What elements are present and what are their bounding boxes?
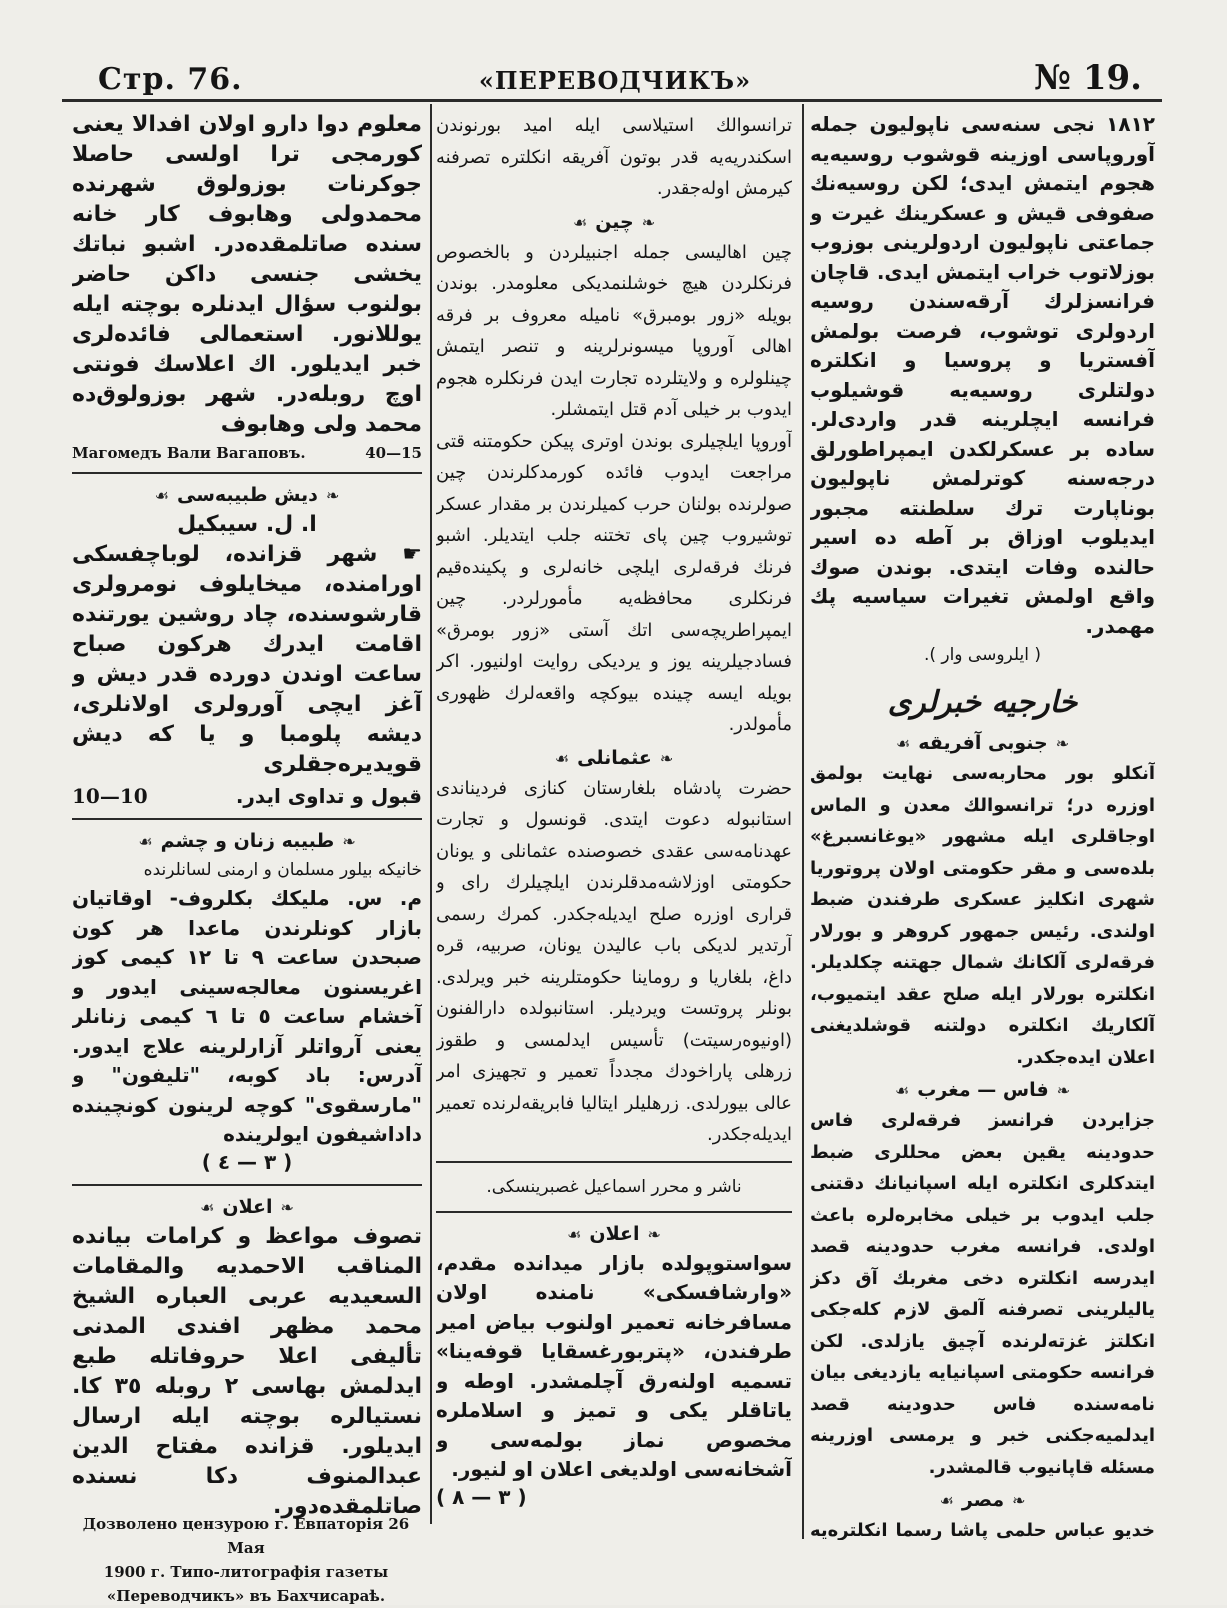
page-header — [70, 58, 1160, 98]
foreign-news-title: خارجيه خبرلرى — [887, 685, 1078, 720]
ornament-icon: ☙ — [567, 1224, 582, 1244]
advertisement-afadla: معلوم دوا دارو اولان افدالا يعنى كورمجى ترا اولسى حاصلا جوكرنات بوزولوق شهرنده محمدولى وهابوف كار خانه سنده صاتلمقده‌در. اشبو نباتك يخشى جنسى داكن حاضر بولنوب سؤال ايدنلره بوچته ايله يوللانور. استعمالى فائده‌لرى خبر ايديلور. اك اعلاسك فونتى اوچ روبله‌در. شهر بوزولوق‌ده محمد ولى وهابوف — [72, 112, 422, 437]
physician-advertisement: م. س. مليكك بكلروف- اوقاتيان بازار كونلرندن ماعدا هر كون صبحدن ساعت ٩ تا ١٢ كيمى كوز اغريسنون معالجه‌سينى ايدور و آخشام ساعت ٥ تا ٦ كيمى زنانلر يعنى آرواتلر آزارلرينه علاج ايدور. آدرس: باد كوبه، "تليفون" و "مارسقوى" كوچه لرينون كونچينده داداشيفون ايولرينده — [72, 886, 422, 1146]
ornament-icon: ❧ — [342, 832, 356, 851]
hotel-announcement-number: ( ٣ — ٨ ) — [436, 1484, 527, 1509]
ornament-icon: ❧ — [1012, 1491, 1026, 1510]
ornament-icon: ☙ — [154, 486, 169, 505]
continued-note: ( ايلروسى وار ). — [923, 645, 1042, 665]
column-divider-right — [802, 104, 804, 1539]
column-right — [810, 110, 1155, 1540]
censorship-imprint — [70, 1512, 422, 1608]
imprint-line-1: Дозволено цензурою г. Евпаторія 26 Мая — [82, 1515, 410, 1557]
divider — [72, 1184, 422, 1186]
dentist-advertisement: ☛ شهر قزانده، لوباچفسكى اورامنده، ميخايلوف نومرولرى قارشوسنده، چاد روشين يورتنده اقامت ايدرك هركون صباح ساعت اوندن دورده قدر ديش و آغز ايچى آورولرى اولانلرى، ديشه پلومبا و يا كه ديش قويديره‌جقلرى — [72, 542, 422, 777]
ornament-icon: ❧ — [280, 1197, 294, 1217]
morocco-heading: ❧فاس — مغرب☙ — [894, 1079, 1071, 1101]
book-announcement: تصوف مواعظ و كرامات بيانده المناقب الاحمديه والمقامات السعيديه عربى العباره الشيخ محمد مظهر افندى المدنى تأليفى اعلا حروفاتله طبع ايدلمش بهاسى ٢ روبله ٣٥ كا. نستيالره بوچته ايله ارسال ايديلور. قزانده مفتاح الدين عبدالمنوف دكا نسنده صاتلمقده‌دور. — [72, 1223, 422, 1519]
egypt-paragraph: خديو عباس حلمى پاشا رسما انكلتره‌يه — [810, 1520, 1155, 1540]
divider — [72, 818, 422, 820]
south-africa-paragraph: آنكلو بور محاربه‌سى نهايت بولمق اوزره در؛ ترانسوالك معدن و الماس اوجاقلرى ايله مشهور «يوغانسبرغ» بلده‌سى و مقر حكومتى اولان پروتوريا شهرى انكليز عسكرى طرفندن ضبط اولندى. رئيس جمهور كروهر و بورلار فرقه‌لرى آلكانك شمال جهتنه چكلديلر. انكلتره بورلار ايله صلح عقد ايتميوب، آلكاريك انكلتره دولتنه قوشلديغنى اعلان ايده‌جكدر. — [810, 763, 1155, 1068]
dentist-number: 10—10 — [72, 784, 148, 808]
ottoman-paragraph: حضرت پادشاه بلغارستان كنازى فرديناندى استانبوله دعوت ايتدى. قونسول و تجارت عهدنامه‌سى عقدى خصوصنده عثمانلى و يونان حكومتى اوزلاشه‌مدقلرندن ايلچيلرك راى و قرارى اوزره صلح ايديله‌جكدر. كمرك رسمى آرتدير لديكى باب عاليدن يونان، صربيه، قره داغ، بلغاريا و روماينا حكومتلرينه خبر ويرلدى. بونلر پروتست ويرديلر. استانبولده دارالفنون (اونيوه‌رسيتت) تأسيس ايدلمسى و طقوز زرهلى پاراخودك مجدداً تعمير و تجهيزى امر عالى بيورلدى. زرهليلر ايتاليا فابريقه‌لرنده تعمير ايديله‌جكدر. — [436, 777, 792, 1145]
physician-subtitle: خانيكه بيلور مسلمان و ارمنى لسانلرنده — [143, 860, 422, 880]
dentist-name: ا. ل. سيبكيل — [177, 512, 317, 537]
column-left — [72, 110, 422, 1520]
physician-number: ( ٣ — ٤ ) — [201, 1149, 293, 1174]
page-number: Стр. 76. — [98, 62, 243, 97]
dentist-heading: ❧ديش طبيبه‌سى☙ — [154, 484, 340, 506]
publisher-line: ناشر و محرر اسماعيل غصبرينسكى. — [486, 1176, 742, 1197]
announcement-heading: ❧اعلان☙ — [200, 1195, 294, 1218]
china-paragraph-1: چين اهاليسى جمله اجنبيلردن و بالخصوص فرنكلردن هيچ خوشلنمديكى معلومدر. بوندن بويله «زور بومبرق» ناميله معروف بر فرقه اهالى آوروپا ميسونرلرينه و تنصر ايتمش چينلولره و ولايتلرده تجارت ايدن فرنكلره هجوم ايدوب بر خيلى آدم قتل ايتمشلر. — [436, 241, 792, 420]
dentist-footer — [72, 784, 422, 808]
newspaper-title: «ПЕРЕВОДЧИКЪ» — [478, 66, 752, 95]
ornament-icon: ☙ — [939, 1491, 954, 1510]
ottoman-heading: ❧عثمانلى☙ — [554, 746, 674, 769]
header-rule — [62, 99, 1162, 102]
dentist-last-line: قبول و تداوى ايدر. — [235, 784, 422, 808]
imprint-line-2: 1900 г. Типо-литографія газеты — [103, 1563, 389, 1581]
transvaal-paragraph: ترانسوالك استيلاسى ايله اميد بورنوندن اسكندريه‌يه قدر بوتون آفريقه انكلتره تصرفنه كيرمش اوله‌جقدر. — [436, 115, 792, 199]
divider — [436, 1211, 792, 1213]
ornament-icon: ❧ — [659, 748, 674, 768]
ornament-icon: ☙ — [895, 734, 911, 753]
hotel-announcement: سواستوپولده بازار ميدانده مقدم، «وارشافسكى» نامنده اولان مسافرخانه تعمير اولنوب بياض امير طرفندن، «پتربورغسقايا قوفه‌ينا» تسميه اولنه‌رق آچلمشدر. اوطه و ياتاقلر يكى و تميز و اسلاملره مخصوص نماز بولمه‌سى و آشخانه‌سى اولديغى اعلان او لنيور. — [436, 1250, 792, 1481]
column-middle — [436, 110, 792, 1535]
china-heading: ❧چين☙ — [572, 210, 656, 233]
ornament-icon: ☙ — [894, 1081, 910, 1100]
ornament-icon: ☙ — [200, 1197, 215, 1217]
ornament-icon: ☙ — [138, 832, 153, 851]
ornament-icon: ☙ — [572, 212, 588, 232]
announcement-heading: ❧اعلان☙ — [567, 1222, 661, 1245]
ornament-icon: ❧ — [647, 1224, 661, 1244]
ornament-icon: ❧ — [325, 486, 340, 505]
ornament-icon: ❧ — [641, 212, 656, 232]
divider — [436, 1161, 792, 1163]
ornament-icon: ❧ — [1055, 734, 1070, 753]
napoleon-paragraph: ١٨١٢ نجى سنه‌سى ناپوليون جمله آوروپاسى اوزينه قوشوب روسيه‌يه هجوم ايتمش ايدى؛ لكن روسيه‌نك صفوفى قيش و عسكرينك غيرت و جماعتى ناپوليون اردولرينى بوزوب بوزلاتوب خراب ايتمش ايدى. قاچان فرانسزلرك آرقه‌سندن روسيه اردولرى توشوب، فرصت بولمش آفستريا و پروسيا و انكلتره دولتلرى روسيه‌يه قوشيلوب فرانسه ايچلرينه قدر واردى‌لر. ساده بر عسكرلكدن ايمپراطورلق درجه‌سنه كوترلمش ناپوليون بوناپارت ترك سلطنته مجبور ايديلوب اوزاق بر آطه ده اسير حالنده وفات ايتدى. بوندن صوك واقع اولمش تغيرات سياسيه پك مهمدر. — [810, 112, 1155, 638]
south-africa-heading: ❧جنوبى آفريقه☙ — [895, 732, 1070, 754]
egypt-heading: ❧مصر☙ — [939, 1489, 1026, 1511]
column-divider-left — [430, 104, 432, 1524]
ornament-icon: ☙ — [554, 748, 570, 768]
imprint-line-3: «Переводчикъ» въ Бахчисараѣ. — [106, 1587, 386, 1605]
advertisement-signature — [72, 444, 422, 462]
signature-name: Магомедъ Вали Вагаповъ. — [72, 444, 306, 462]
signature-number: 40—15 — [365, 444, 422, 462]
issue-number: № 19. — [1034, 58, 1142, 98]
physician-heading: ❧طبيبه زنان و چشم☙ — [138, 830, 356, 852]
divider — [72, 472, 422, 474]
ornament-icon: ❧ — [1056, 1081, 1071, 1100]
pointing-hand-icon: ☛ — [377, 542, 422, 567]
morocco-paragraph: جزايردن فرانسز فرقه‌لرى فاس حدودينه يقين بعض محللرى ضبط ايتدكلرى انكلتره ايله اسپانيانك دقتنى جلب ايدوب بر خيلى مخابره‌لره باعث اولدى. فرانسه مغرب حدودينه قصد ايدرسه انكلتره دخى مغربك آق دكز ياليلرينى تصرفنه آلمق لازم كله‌جكى انكلتز غزته‌لرنده آچيق يازلدى. لكن فرانسه حكومتى اسپانيايه يازديغى بيان نامه‌سنده فاس حدودينه قصد ايدلميه‌جكنى خبر و يرمسى اوزرينه مسئله قاپانيوب قالمشدر. — [810, 1110, 1155, 1478]
china-paragraph-2: آوروپا ايلچيلرى بوندن اوترى پيكن حكومتنه قتى مراجعت ايدوب فائده كورمدكلرندن چين صولرنده بولنان حرب كميلرندن بر مقدار عسكر توشيروب چين پاى تختنه جلب ايتديلر. اشبو فرنك فرقه‌لرى ايلچى خانه‌لرى و پكينده‌قيم فرنكلرى محافظه‌يه مأمورلردر. چين ايمپراطريچه‌سى اتك آستى «زور بومرق» فسادجيلرينه يوز و يرديكى روايت اولنيور. اكر بويله ايسه چينده بيوكچه واقعه‌لرك ظهورى مأمولدر. — [436, 430, 792, 735]
